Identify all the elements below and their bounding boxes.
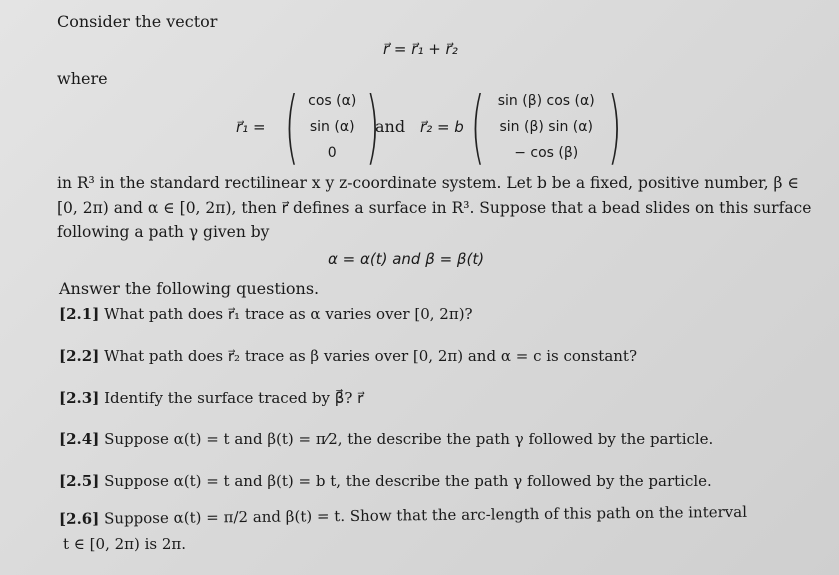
answer-heading: Answer the following questions. bbox=[59, 279, 320, 298]
left-paren: ( bbox=[470, 80, 485, 173]
intro-text: Consider the vector bbox=[57, 12, 218, 31]
question-2-1 bbox=[59, 304, 473, 324]
question-2-2 bbox=[59, 346, 637, 366]
r2-entry-1: sin (β) cos (α) bbox=[497, 93, 595, 109]
question-2-5 bbox=[59, 471, 712, 491]
r2-entry-3: − cos (β) bbox=[514, 145, 579, 161]
question-number: [2.1] bbox=[59, 305, 100, 323]
question-text: Suppose α(t) = t and β(t) = b t, the describe the path γ followed by the particle. bbox=[104, 472, 712, 490]
question-text: What path does r⃗₁ trace as α varies over [0, 2π)? bbox=[104, 305, 473, 323]
r2-matrix bbox=[462, 80, 630, 173]
question-text: Suppose α(t) = t and β(t) = π⁄2, the describe the path γ followed by the particle. bbox=[104, 430, 714, 448]
r1-entry-1: cos (α) bbox=[308, 93, 357, 109]
question-text: What path does r⃗₂ trace as β varies over [0, 2π) and α = c is constant? bbox=[104, 347, 637, 365]
question-2-6-continuation: t ∈ [0, 2π) is 2π. bbox=[63, 535, 187, 553]
main-equation: r⃗ = r⃗₁ + r⃗₂ bbox=[383, 40, 458, 58]
question-number: [2.6] bbox=[58, 509, 100, 528]
r2-label: r⃗₂ = b bbox=[420, 118, 464, 136]
r2-entries bbox=[489, 88, 603, 166]
right-paren: ) bbox=[607, 80, 622, 173]
question-text: Identify the surface traced by β⃗? r⃗ bbox=[104, 389, 364, 407]
r1-entries bbox=[303, 88, 361, 166]
question-2-4 bbox=[59, 429, 713, 449]
left-paren: ( bbox=[284, 80, 299, 173]
path-equation: α = α(t) and β = β(t) bbox=[328, 250, 485, 268]
right-paren: ) bbox=[365, 80, 380, 173]
r2-entry-2: sin (β) sin (α) bbox=[499, 119, 593, 135]
r1-matrix bbox=[276, 80, 388, 173]
r1-entry-2: sin (α) bbox=[309, 119, 355, 135]
where-text: where bbox=[57, 69, 108, 88]
and-word: and bbox=[375, 117, 406, 136]
question-2-6 bbox=[59, 502, 747, 529]
question-number: [2.2] bbox=[59, 347, 100, 365]
question-text: Suppose α(t) = π/2 and β(t) = t. Show that the arc-length of this path on the interval bbox=[103, 502, 748, 528]
paragraph-line-1: in R³ in the standard rectilinear x y z-coordinate system. Let b be a fixed, positive number, β ∈ bbox=[57, 174, 799, 192]
r1-label: r⃗₁ = bbox=[236, 118, 266, 136]
question-number: [2.3] bbox=[59, 389, 100, 407]
question-2-3 bbox=[59, 388, 363, 408]
paragraph-line-2: [0, 2π) and α ∈ [0, 2π), then r⃗ defines a surface in R³. Suppose that a bead slides on this surface bbox=[57, 199, 812, 217]
question-number: [2.5] bbox=[59, 472, 100, 490]
paragraph-line-3: following a path γ given by bbox=[57, 223, 270, 241]
r1-entry-3: 0 bbox=[327, 145, 337, 161]
question-number: [2.4] bbox=[59, 430, 100, 448]
